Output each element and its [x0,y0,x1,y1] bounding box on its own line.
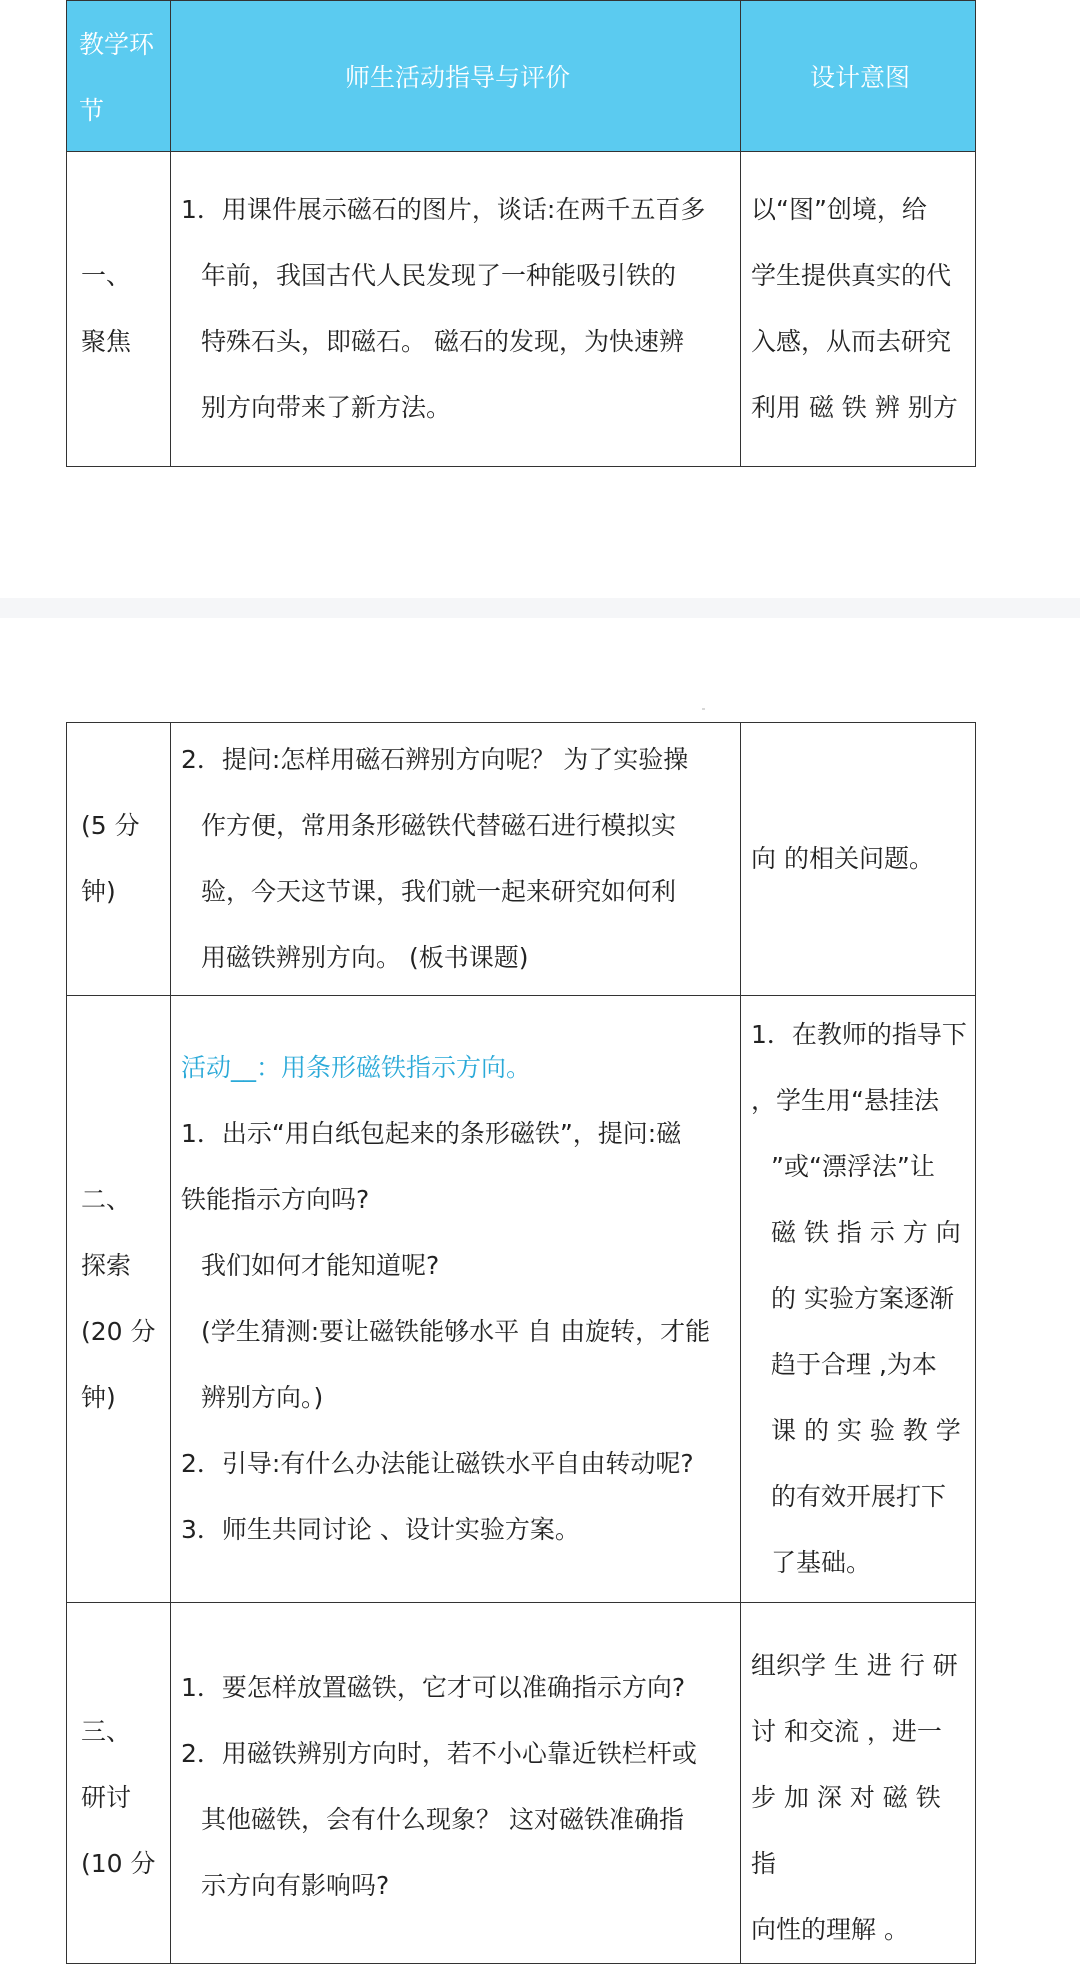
design-cell [741,1603,976,1964]
paragraph: 别方向带来了新方法。 [201,393,452,422]
header-activities: 师生活动指导与评价 [171,1,741,152]
page-separator [0,598,1080,618]
stage-text: 钟) [81,877,116,906]
design-text: 讨 和交流 ，进一 [751,1717,942,1746]
design-text: ，学生用“悬挂法 [751,1086,939,1115]
stage-cell [67,996,171,1603]
activity-cell [171,996,741,1603]
activity-cell [171,152,741,467]
paragraph: 特殊石头，即磁石。 磁石的发现，为快速辨 [201,327,684,356]
paragraph: 铁能指示方向吗? [181,1185,370,1214]
design-cell [741,152,976,467]
scan-speck [702,708,705,710]
stage-text: 聚焦 [81,327,132,356]
design-text: 组织学 生 进 行 研 [751,1651,958,1680]
design-text: 入感，从而去研究 [751,327,952,356]
paragraph: 1．要怎样放置磁铁，它才可以准确指示方向? [181,1673,686,1702]
design-text: 的有效开展打下 [771,1482,947,1511]
paragraph: 2．提问:怎样用磁石辨别方向呢？ 为了实验操 [181,745,689,774]
paragraph: 2．用磁铁辨别方向时，若不小心靠近铁栏杆或 [181,1739,697,1768]
paragraph: 验，今天这节课，我们就一起来研究如何利 [201,877,677,906]
paragraph: (学生猜测:要让磁铁能够水平 自 由旋转，才能 [201,1317,711,1346]
activity-title: 活动__：用条形磁铁指示方向。 [181,1053,532,1082]
design-text: ”或“漂浮法”让 [771,1152,935,1181]
stage-cell [67,1603,171,1964]
stage-text: 一、 [81,261,132,290]
design-cell [741,996,976,1603]
design-text: 了基础。 [771,1548,872,1577]
paragraph: 用磁铁辨别方向。 (板书课题) [201,943,529,972]
design-text: 课 的 实 验 教 学 [771,1416,961,1445]
design-text: 以“图”创境，给 [751,195,927,224]
stage-text: 研讨 [81,1783,132,1812]
activity-cell [171,1603,741,1964]
paragraph: 2．引导:有什么办法能让磁铁水平自由转动呢? [181,1449,694,1478]
design-text: 向性的理解 。 [751,1915,909,1944]
table-row [67,996,976,1603]
stage-cell [67,152,171,467]
design-text: 利用 磁 铁 辨 别方 [751,393,958,422]
header-design-intent: 设计意图 [741,1,976,152]
paragraph: 我们如何才能知道呢? [201,1251,440,1280]
paragraph: 作方便，常用条形磁铁代替磁石进行模拟实 [201,811,677,840]
paragraph: 示方向有影响吗? [201,1871,390,1900]
lesson-table-part-1 [66,0,976,467]
design-text: 1．在教师的指导下 [751,1020,967,1049]
stage-text: 二、 [81,1185,132,1214]
design-text: 向 的相关问题。 [751,844,934,873]
header-stage: 教学环节 [67,1,171,152]
design-text: 步 加 深 对 磁 铁 指 [751,1783,941,1878]
paragraph: 年前，我国古代人民发现了一种能吸引铁的 [201,261,677,290]
design-text: 的 实验方案逐渐 [771,1284,954,1313]
table-header-row [67,1,976,152]
paragraph: 1．出示“用白纸包起来的条形磁铁”，提问:磁 [181,1119,682,1148]
stage-text: 探索 [81,1251,132,1280]
lesson-table-part-2 [66,722,976,1964]
stage-text: (10 分 [81,1849,156,1878]
stage-cell [67,723,171,996]
design-text: 趋于合理 ,为本 [771,1350,937,1379]
stage-text: 钟) [81,1383,116,1412]
table-row [67,152,976,467]
design-cell [741,723,976,996]
activity-cell [171,723,741,996]
paragraph: 3．师生共同讨论 、设计实验方案。 [181,1515,580,1544]
design-text: 磁 铁 指 示 方 向 [771,1218,961,1247]
table-row [67,1603,976,1964]
stage-text: 三、 [81,1717,132,1746]
design-text: 学生提供真实的代 [751,261,952,290]
paragraph: 其他磁铁，会有什么现象？ 这对磁铁准确指 [201,1805,684,1834]
table-row [67,723,976,996]
stage-text: (5 分 [81,811,140,840]
paragraph: 辨别方向。) [201,1383,324,1412]
paragraph: 1．用课件展示磁石的图片，谈话:在两千五百多 [181,195,706,224]
stage-text: (20 分 [81,1317,156,1346]
